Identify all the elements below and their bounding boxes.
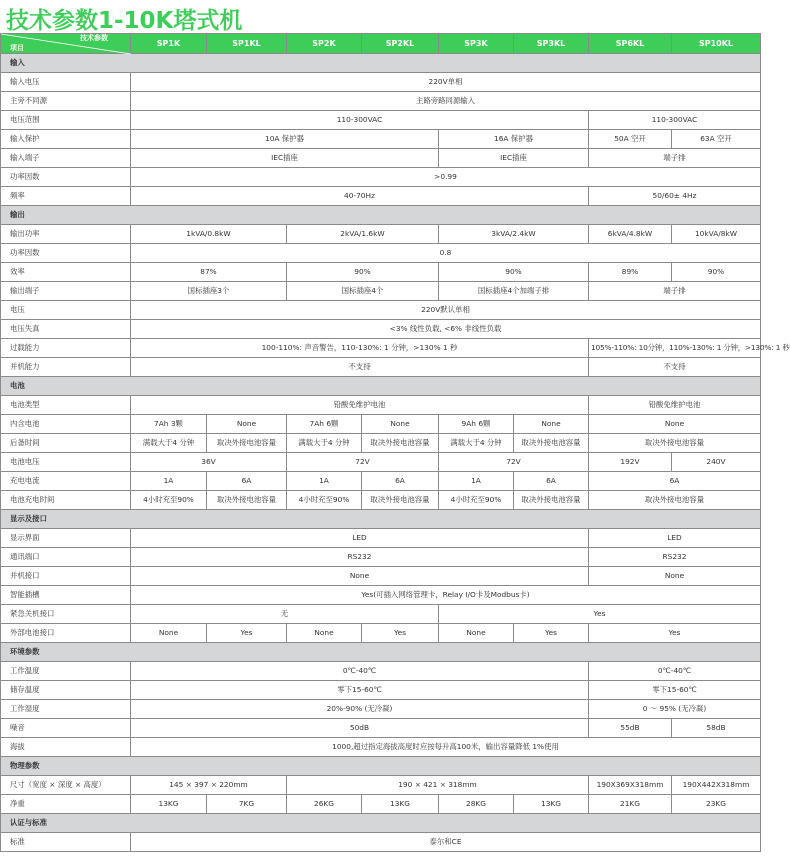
table-cell: RS232 [131, 548, 589, 567]
table-cell: Yes [439, 605, 761, 624]
table-row [1, 624, 761, 643]
row-label: 智能插槽 [1, 586, 131, 605]
corner-label-top: 技术参数 [80, 34, 108, 42]
table-cell: None [362, 415, 439, 434]
row-label: 主旁不同源 [1, 92, 131, 111]
table-cell: 50dB [131, 719, 589, 738]
table-cell: 10A 保护器 [131, 130, 439, 149]
table-cell: 取决外接电池容量 [207, 491, 287, 510]
table-row [1, 73, 761, 92]
row-label: 电池电压 [1, 453, 131, 472]
table-cell: 1000,超过指定海拔高度时应按每升高100米，输出容量降低 1%使用 [131, 738, 761, 757]
row-label: 过载能力 [1, 339, 131, 358]
table-cell: 50/60± 4Hz [589, 187, 761, 206]
table-cell: 90% [439, 263, 589, 282]
table-row [1, 168, 761, 187]
table-cell: 7Ah 6颗 [287, 415, 362, 434]
row-label: 工作温度 [1, 662, 131, 681]
row-label: 通讯端口 [1, 548, 131, 567]
table-cell: 220V单相 [131, 73, 761, 92]
table-cell: 36V [131, 453, 287, 472]
table-row [1, 700, 761, 719]
table-cell: 铅酸免维护电池 [589, 396, 761, 415]
row-label: 输入端子 [1, 149, 131, 168]
row-label: 海拔 [1, 738, 131, 757]
table-cell: 110-300VAC [131, 111, 589, 130]
table-row [1, 453, 761, 472]
row-label: 净重 [1, 795, 131, 814]
table-row [1, 491, 761, 510]
table-cell: 6A [207, 472, 287, 491]
table-row [1, 111, 761, 130]
table-cell: None [589, 415, 761, 434]
table-row [1, 567, 761, 586]
row-label: 电池类型 [1, 396, 131, 415]
table-cell: 2kVA/1.6kW [287, 225, 439, 244]
table-cell: 零下15-60℃ [131, 681, 589, 700]
table-row [1, 795, 761, 814]
table-cell: 90% [672, 263, 761, 282]
table-cell: 取决外接电池容量 [589, 491, 761, 510]
table-cell: 端子排 [589, 282, 761, 301]
section-title: 物理参数 [1, 757, 761, 776]
table-cell: 3kVA/2.4kW [439, 225, 589, 244]
table-cell: 13KG [514, 795, 589, 814]
table-cell: None [287, 624, 362, 643]
row-label: 并机能力 [1, 358, 131, 377]
table-cell: 满载大于4 分钟 [287, 434, 362, 453]
table-cell: 28KG [439, 795, 514, 814]
table-cell: 0℃-40℃ [131, 662, 589, 681]
model-header: SP6KL [589, 34, 672, 54]
table-cell: 4小时充至90% [439, 491, 514, 510]
table-row [1, 719, 761, 738]
table-row [1, 776, 761, 795]
table-cell: 6A [514, 472, 589, 491]
model-header: SP3K [439, 34, 514, 54]
table-cell: 240V [672, 453, 761, 472]
row-label: 标准 [1, 833, 131, 852]
table-cell: 取决外接电池容量 [362, 434, 439, 453]
table-cell: None [131, 567, 589, 586]
table-cell: 16A 保护器 [439, 130, 589, 149]
row-label: 充电电流 [1, 472, 131, 491]
row-label: 噪音 [1, 719, 131, 738]
row-label: 电压失真 [1, 320, 131, 339]
row-label: 电压范围 [1, 111, 131, 130]
section-title: 输入 [1, 54, 761, 73]
table-cell: 4小时充至90% [131, 491, 207, 510]
table-row [1, 339, 761, 358]
row-label: 工作湿度 [1, 700, 131, 719]
row-label: 输出端子 [1, 282, 131, 301]
table-cell: LED [131, 529, 589, 548]
row-label: 并机接口 [1, 567, 131, 586]
table-cell: 72V [287, 453, 439, 472]
table-cell: 取决外接电池容量 [589, 434, 761, 453]
table-cell: 1kVA/0.8kW [131, 225, 287, 244]
header-corner-cell [1, 34, 131, 54]
table-cell: 190X369X318mm [589, 776, 672, 795]
table-cell: IEC插座 [131, 149, 439, 168]
table-cell: 不支持 [131, 358, 589, 377]
table-cell: 21KG [589, 795, 672, 814]
table-row [1, 320, 761, 339]
page-title: 技术参数1-10K塔式机 [6, 8, 243, 34]
table-cell: 0 ～ 95% (无冷凝) [589, 700, 761, 719]
table-cell: Yes(可插入网络管理卡，Relay I/O卡及Modbus卡) [131, 586, 761, 605]
row-label: 紧急关机接口 [1, 605, 131, 624]
table-row [1, 396, 761, 415]
table-cell: 192V [589, 453, 672, 472]
table-cell: 主路旁路同源输入 [131, 92, 761, 111]
row-label: 功率因数 [1, 244, 131, 263]
row-label: 内含电池 [1, 415, 131, 434]
table-cell: 20%-90% (无冷凝) [131, 700, 589, 719]
table-cell: 4小时充至90% [287, 491, 362, 510]
row-label: 频率 [1, 187, 131, 206]
table-row [1, 605, 761, 624]
section-header-row [1, 510, 761, 529]
table-cell: 取决外接电池容量 [362, 491, 439, 510]
table-cell: 55dB [589, 719, 672, 738]
model-header: SP3KL [514, 34, 589, 54]
table-cell: None [207, 415, 287, 434]
table-cell: 0.8 [131, 244, 761, 263]
table-cell: 100-110%: 声音警告，110-130%: 1 分钟，>130% 1 秒 [131, 339, 589, 358]
model-header: SP10KL [672, 34, 761, 54]
table-cell: RS232 [589, 548, 761, 567]
model-header: SP1K [131, 34, 207, 54]
table-cell: 泰尔和CE [131, 833, 761, 852]
table-cell: Yes [589, 624, 761, 643]
table-cell: 无 [131, 605, 439, 624]
table-cell: 取决外接电池容量 [207, 434, 287, 453]
table-row [1, 586, 761, 605]
table-cell: 89% [589, 263, 672, 282]
table-cell: IEC插座 [439, 149, 589, 168]
table-cell: LED [589, 529, 761, 548]
table-row [1, 434, 761, 453]
table-cell: 10kVA/8kW [672, 225, 761, 244]
model-header: SP2KL [362, 34, 439, 54]
table-row [1, 529, 761, 548]
table-cell: 7KG [207, 795, 287, 814]
table-cell: 6kVA/4.8kW [589, 225, 672, 244]
table-row [1, 130, 761, 149]
table-cell: 145 × 397 × 220mm [131, 776, 287, 795]
corner-label-bottom: 项目 [10, 44, 24, 52]
table-cell: >0.99 [131, 168, 761, 187]
table-cell: 国标插座4个加端子排 [439, 282, 589, 301]
table-cell: 9Ah 6颗 [439, 415, 514, 434]
section-title: 输出 [1, 206, 761, 225]
table-row [1, 548, 761, 567]
table-row [1, 833, 761, 852]
table-cell: 13KG [131, 795, 207, 814]
table-cell: 72V [439, 453, 589, 472]
table-row [1, 415, 761, 434]
table-cell: 1A [131, 472, 207, 491]
table-cell: 满载大于4 分钟 [131, 434, 207, 453]
section-header-row [1, 814, 761, 833]
row-label: 效率 [1, 263, 131, 282]
row-label: 储存温度 [1, 681, 131, 700]
row-label: 功率因数 [1, 168, 131, 187]
row-label: 输入电压 [1, 73, 131, 92]
table-cell: 取决外接电池容量 [514, 434, 589, 453]
table-cell: None [514, 415, 589, 434]
table-cell: 220V默认单相 [131, 301, 761, 320]
table-cell: 铅酸免维护电池 [131, 396, 589, 415]
table-cell: 13KG [362, 795, 439, 814]
table-row [1, 738, 761, 757]
table-cell: 87% [131, 263, 287, 282]
table-row [1, 187, 761, 206]
section-title: 电池 [1, 377, 761, 396]
table-row [1, 282, 761, 301]
table-cell: 105%-110%: 10分钟，110%-130%: 1 分钟，>130%: 1 秒 [589, 339, 761, 358]
table-row [1, 681, 761, 700]
table-cell: 6A [362, 472, 439, 491]
table-cell: 26KG [287, 795, 362, 814]
table-row [1, 472, 761, 491]
table-row [1, 358, 761, 377]
section-title: 认证与标准 [1, 814, 761, 833]
table-cell: 端子排 [589, 149, 761, 168]
table-row [1, 662, 761, 681]
row-label: 输出功率 [1, 225, 131, 244]
table-cell: 63A 空开 [672, 130, 761, 149]
table-cell: 1A [287, 472, 362, 491]
header-row [1, 34, 761, 54]
table-row [1, 263, 761, 282]
section-header-row [1, 643, 761, 662]
table-cell: 190X442X318mm [672, 776, 761, 795]
model-header: SP2K [287, 34, 362, 54]
section-title: 显示及接口 [1, 510, 761, 529]
table-cell: 23KG [672, 795, 761, 814]
table-cell: 取决外接电池容量 [514, 491, 589, 510]
table-cell: 国标插座4个 [287, 282, 439, 301]
table-cell: Yes [362, 624, 439, 643]
table-cell: None [439, 624, 514, 643]
table-cell: 0℃-40℃ [589, 662, 761, 681]
table-cell: 190 × 421 × 318mm [287, 776, 589, 795]
table-cell: 零下15-60℃ [589, 681, 761, 700]
table-row [1, 149, 761, 168]
row-label: 电池充电时间 [1, 491, 131, 510]
table-row [1, 244, 761, 263]
table-cell: 1A [439, 472, 514, 491]
table-cell: 不支持 [589, 358, 761, 377]
row-label: 外部电池接口 [1, 624, 131, 643]
section-header-row [1, 377, 761, 396]
table-cell: 7Ah 3颗 [131, 415, 207, 434]
section-header-row [1, 757, 761, 776]
row-label: 尺寸（宽度 × 深度 × 高度） [1, 776, 131, 795]
table-cell: 50A 空开 [589, 130, 672, 149]
section-title: 环境参数 [1, 643, 761, 662]
table-cell: 40-70Hz [131, 187, 589, 206]
spec-table [0, 33, 790, 852]
table-cell: None [589, 567, 761, 586]
table-cell: 58dB [672, 719, 761, 738]
table-cell: 110-300VAC [589, 111, 761, 130]
row-label: 显示界面 [1, 529, 131, 548]
table-cell: None [131, 624, 207, 643]
table-cell: 国标插座3个 [131, 282, 287, 301]
model-header: SP1KL [207, 34, 287, 54]
table-row [1, 301, 761, 320]
table-cell: Yes [514, 624, 589, 643]
table-cell: 90% [287, 263, 439, 282]
table-cell: 6A [589, 472, 761, 491]
section-header-row [1, 206, 761, 225]
table-row [1, 92, 761, 111]
section-header-row [1, 54, 761, 73]
table-row [1, 225, 761, 244]
row-label: 后备时间 [1, 434, 131, 453]
row-label: 输入保护 [1, 130, 131, 149]
row-label: 电压 [1, 301, 131, 320]
table-cell: <3% 线性负载, <6% 非线性负载 [131, 320, 761, 339]
table-cell: Yes [207, 624, 287, 643]
table-cell: 满载大于4 分钟 [439, 434, 514, 453]
